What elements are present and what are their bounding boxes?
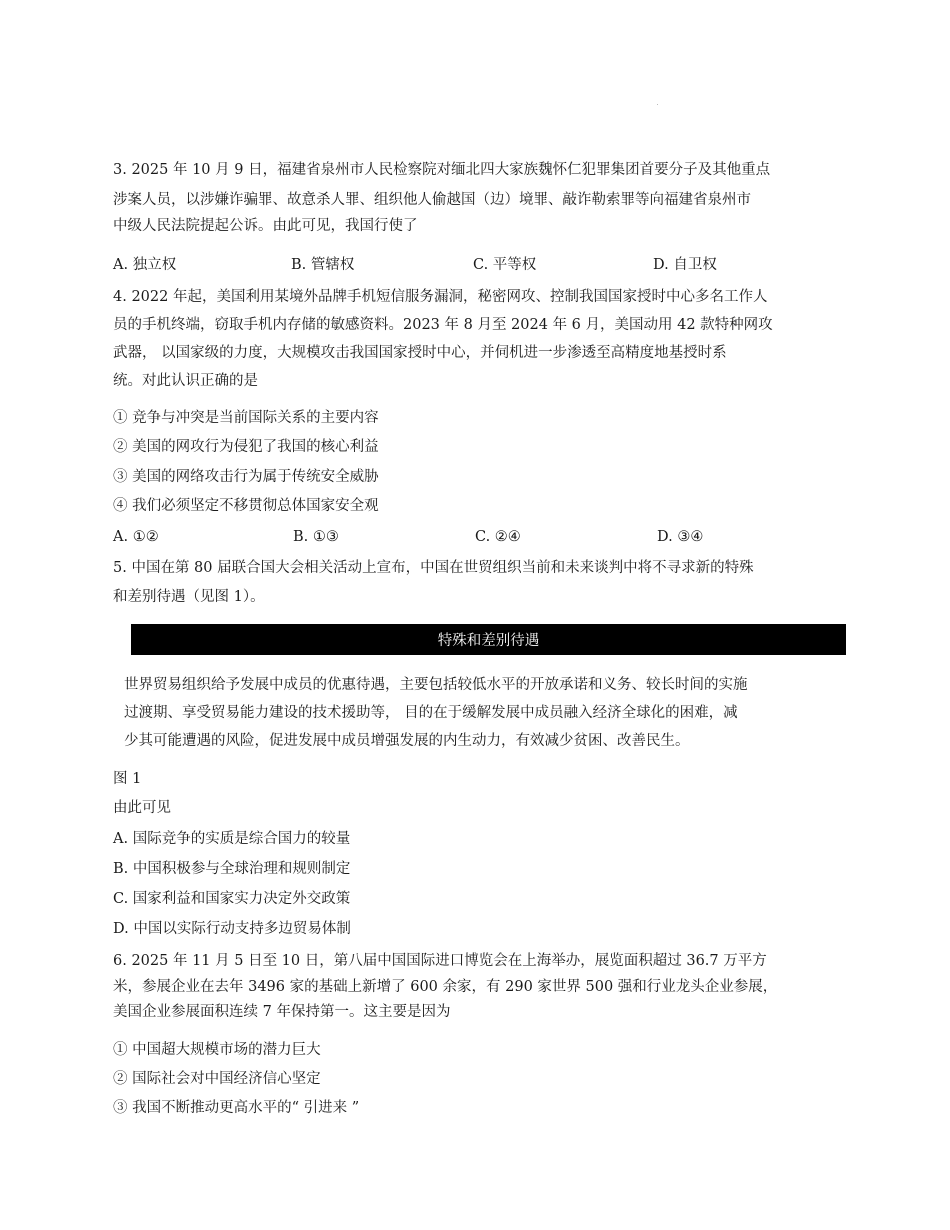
figure-caption: 图 1 — [113, 771, 142, 787]
q3-option-d: D. 自卫权 — [653, 257, 717, 273]
q3-stem-line-1: 3. 2025 年 10 月 9 日，福建省泉州市人民检察院对缅北四大家族魏怀仁犯罪集团首要分子及其他重点 — [113, 162, 771, 178]
q4-statement-3: ③ 美国的网络攻击行为属于传统安全威胁 — [113, 469, 379, 485]
q5-question-stem: 由此可见 — [113, 800, 171, 816]
q4-stem-line-1: 4. 2022 年起，美国利用某境外品牌手机短信服务漏洞，秘密网攻、控制我国国家授时中心多名工作人 — [113, 289, 768, 305]
q5-option-b: B. 中国积极参与全球治理和规则制定 — [113, 861, 351, 877]
q3-stem-line-3: 中级人民法院提起公诉。由此可见，我国行使了 — [113, 218, 418, 234]
q5-option-a: A. 国际竞争的实质是综合国力的较量 — [113, 831, 351, 847]
figure-text-line-2: 过渡期、享受贸易能力建设的技术援助等， 目的在于缓解发展中成员融入经济全球化的困难，减 — [124, 705, 738, 721]
q4-option-c: C. ②④ — [475, 529, 521, 545]
q6-stem-line-2: 米，参展企业在去年 3496 家的基础上新增了 600 余家，有 290 家世界 500 强和行业龙头企业参展， — [113, 979, 778, 995]
q5-stem-line-2: 和差别待遇（见图 1）。 — [113, 589, 265, 605]
q4-statement-4: ④ 我们必须坚定不移贯彻总体国家安全观 — [113, 498, 379, 514]
q4-option-d: D. ③④ — [657, 529, 704, 545]
q6-stem-line-1: 6. 2025 年 11 月 5 日至 10 日，第八届中国国际进口博览会在上海举办，展览面积超过 36.7 万平方 — [113, 953, 767, 969]
q4-stem-line-2: 员的手机终端，窃取手机内存储的敏感资料。2023 年 8 月至 2024 年 6 月，美国动用 42 款特种网攻 — [113, 317, 773, 333]
q4-statement-2: ② 美国的网攻行为侵犯了我国的核心利益 — [113, 439, 379, 455]
scan-speck — [657, 104, 658, 105]
q4-stem-line-4: 统。对此认识正确的是 — [113, 373, 258, 389]
q3-option-b: B. 管辖权 — [291, 257, 355, 273]
q6-statement-2: ② 国际社会对中国经济信心坚定 — [113, 1071, 321, 1087]
q4-stem-line-3: 武器， 以国家级的力度，大规模攻击我国国家授时中心，并伺机进一步渗透至高精度地基授时系 — [113, 345, 727, 361]
q6-statement-1: ① 中国超大规模市场的潜力巨大 — [113, 1042, 321, 1058]
q4-option-b: B. ①③ — [293, 529, 339, 545]
q6-stem-line-3: 美国企业参展面积连续 7 年保持第一。这主要是因为 — [113, 1004, 451, 1020]
q5-option-c: C. 国家利益和国家实力决定外交政策 — [113, 891, 351, 907]
q4-statement-1: ① 竞争与冲突是当前国际关系的主要内容 — [113, 410, 379, 426]
q4-options — [113, 527, 833, 547]
q3-option-a: A. 独立权 — [113, 257, 177, 273]
q4-option-a: A. ①② — [113, 529, 159, 545]
q6-statement-3: ③ 我国不断推动更高水平的“ 引进来 ” — [113, 1100, 360, 1116]
figure-text-line-3: 少其可能遭遇的风险，促进发展中成员增强发展的内生动力，有效减少贫困、改善民生。 — [124, 733, 690, 749]
q5-stem-line-1: 5. 中国在第 80 届联合国大会相关活动上宣布，中国在世贸组织当前和未来谈判中将不寻求新的特殊 — [113, 560, 754, 576]
q5-option-d: D. 中国以实际行动支持多边贸易体制 — [113, 921, 351, 937]
figure-title: 特殊和差别待遇 — [437, 633, 540, 649]
q3-stem-line-2: 涉案人员，以涉嫌诈骗罪、故意杀人罪、组织他人偷越国（边）境罪、敲诈勒索罪等向福建省泉州市 — [113, 192, 751, 208]
figure-text-line-1: 世界贸易组织给予发展中成员的优惠待遇，主要包括较低水平的开放承诺和义务、较长时间的实施 — [124, 677, 748, 693]
q3-options — [113, 255, 833, 275]
q3-option-c: C. 平等权 — [473, 257, 537, 273]
figure-banner — [131, 624, 846, 655]
